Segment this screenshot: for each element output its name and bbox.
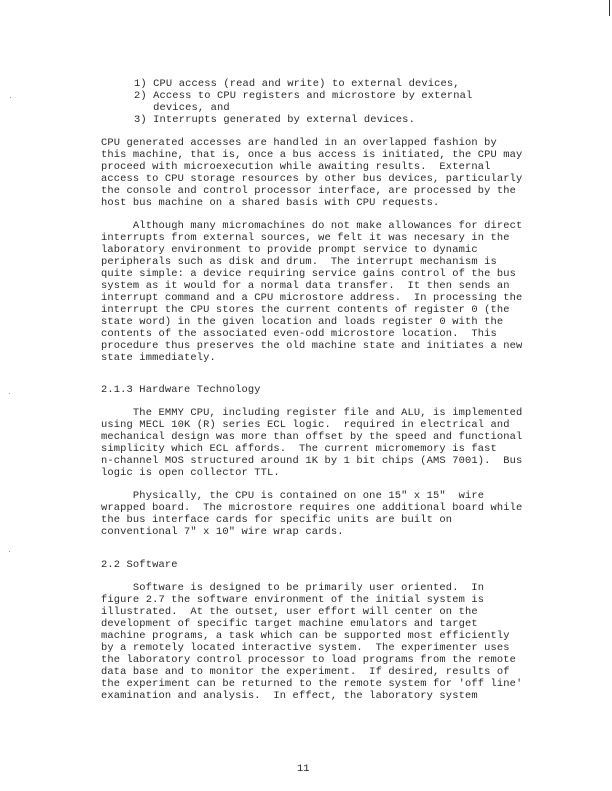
text-line: access to CPU storage resources by other bus devices, particularly: [101, 173, 523, 185]
text-line: Although many micromachines do not make allowances for direct: [101, 220, 523, 232]
text-line: interrupt the CPU stores the current contents of register 0 (the: [101, 304, 510, 316]
text-line: this machine, that is, once a bus access is initiated, the CPU may: [101, 149, 523, 161]
text-line: CPU generated accesses are handled in an overlapped fashion by: [101, 137, 497, 149]
text-line: figure 2.7 the software environment of the initial system is: [101, 594, 485, 606]
scan-speck: [9, 393, 10, 394]
text-line: data base and to monitor the experiment. If desired, results of: [101, 666, 510, 678]
text-line: contents of the associated even-odd microstore location. This: [101, 328, 497, 340]
text-line: machine programs, a task which can be supported most efficiently: [101, 630, 510, 642]
text-line: host bus machine on a shared basis with CPU requests.: [101, 197, 440, 209]
text-line: conventional 7" x 10" wire wrap cards.: [101, 526, 344, 538]
text-line: the console and control processor interface, are processed by the: [101, 185, 517, 197]
text-line: n-channel MOS structured around 1K by 1 bit chips (AMS 7001). Bus: [101, 455, 523, 467]
list-item: 1) CPU access (read and write) to external devices,: [134, 78, 460, 90]
scan-speck: [9, 551, 10, 552]
section-heading-hardware: 2.1.3 Hardware Technology: [101, 384, 261, 396]
text-line: interrupts from external sources, we felt it was necesary in the: [101, 232, 510, 244]
text-line: Software is designed to be primarily user oriented. In: [101, 582, 485, 594]
text-line: illustrated. At the outset, user effort will center on the: [101, 606, 478, 618]
text-line: development of specific target machine emulators and target: [101, 618, 478, 630]
page-number: 11: [297, 763, 310, 775]
text-line: proceed with microexecution while awaiting results. External: [101, 161, 491, 173]
text-line: peripherals such as disk and drum. The interrupt mechanism is: [101, 256, 497, 268]
text-line: quite simple: a device requiring service gains control of the bus: [101, 268, 517, 280]
text-line: the bus interface cards for specific units are built on: [101, 514, 453, 526]
text-line: laboratory environment to provide prompt service to dynamic: [101, 244, 478, 256]
text-line: simplicity which ECL affords. The current micromemory is fast: [101, 443, 497, 455]
text-line: state immediately.: [101, 352, 216, 364]
text-line: The EMMY CPU, including register file and ALU, is implemented: [101, 407, 523, 419]
text-line: logic is open collector TTL.: [101, 467, 280, 479]
text-line: examination and analysis. In effect, the laboratory system: [101, 690, 478, 702]
text-line: system as it would for a normal data transfer. It then sends an: [101, 280, 510, 292]
text-line: mechanical design was more than offset by the speed and functional: [101, 431, 523, 443]
text-line: Physically, the CPU is contained on one 15" x 15" wire: [101, 490, 485, 502]
text-line: by a remotely located interactive system. The experimenter uses: [101, 642, 510, 654]
text-line: the laboratory control processor to load programs from the remote: [101, 654, 517, 666]
text-line: the experiment can be returned to the remote system for 'off line': [101, 678, 523, 690]
list-item: 3) Interrupts generated by external devices.: [134, 114, 415, 126]
text-line: state word) in the given location and loads register 0 with the: [101, 316, 504, 328]
scan-edge-mark: [609, 0, 610, 16]
text-line: using MECL 10K (R) series ECL logic. required in electrical and: [101, 419, 510, 431]
section-heading-software: 2.2 Software: [101, 559, 178, 571]
text-line: wrapped board. The microstore requires one additional board while: [101, 502, 523, 514]
list-item: 2) Access to CPU registers and microstore by external: [134, 90, 473, 102]
text-line: interrupt command and a CPU microstore address. In processing the: [101, 292, 523, 304]
scan-speck: [10, 97, 11, 98]
list-item: devices, and: [134, 102, 230, 114]
text-line: procedure thus preserves the old machine state and initiates a new: [101, 340, 523, 352]
